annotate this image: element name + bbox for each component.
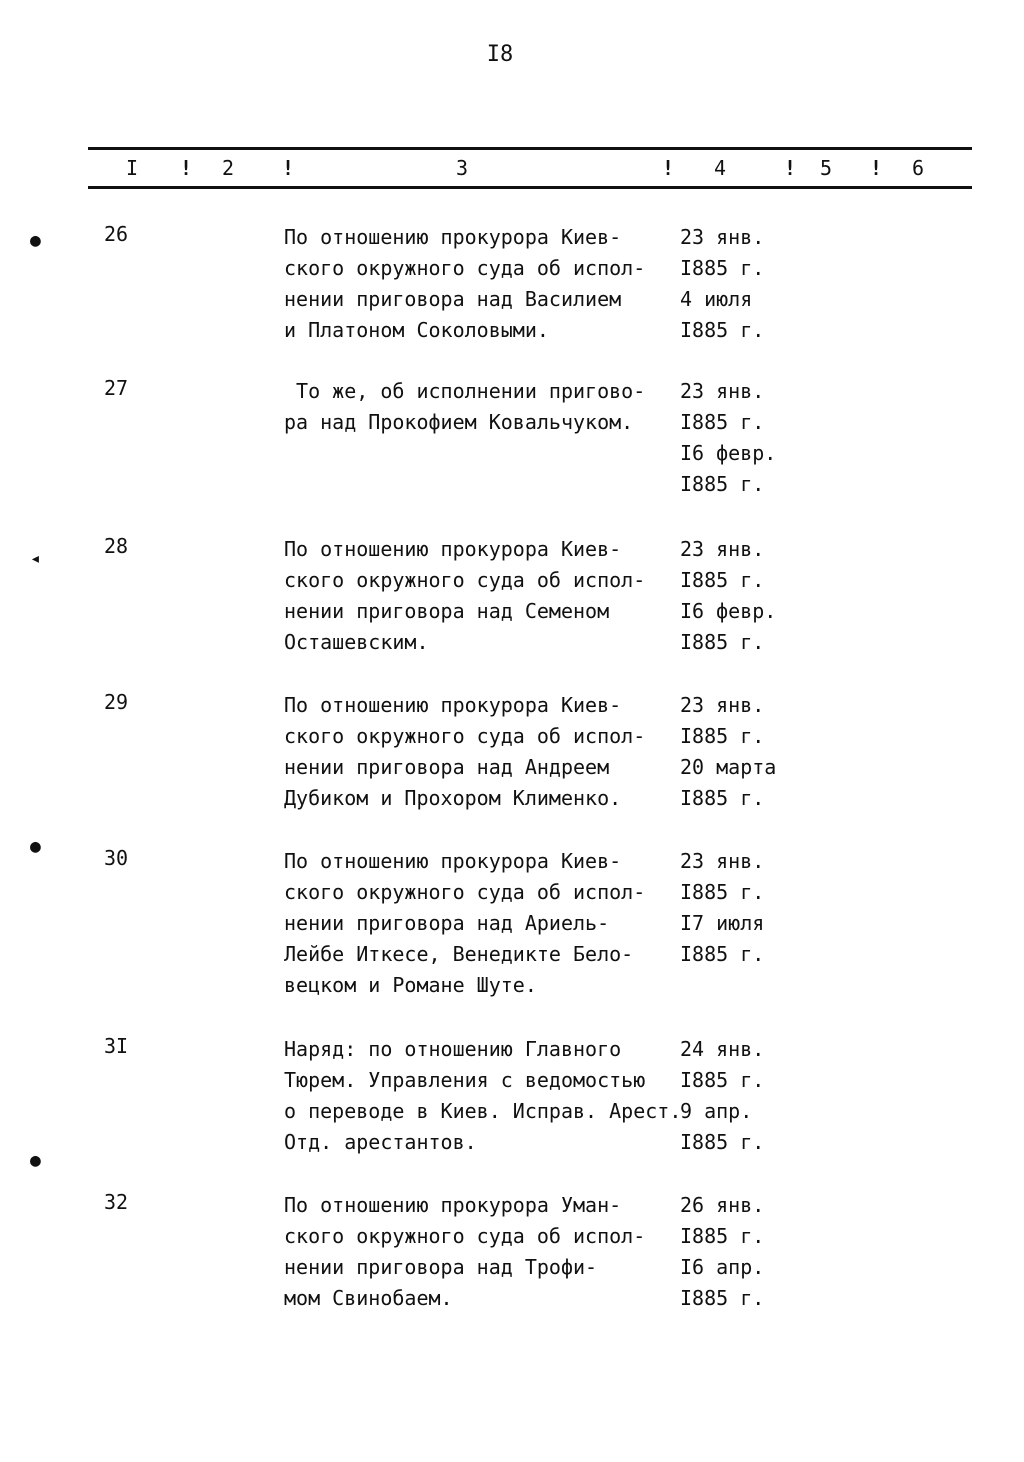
punch-hole-mark: ●: [30, 836, 41, 857]
description-line: нении приговора над Трофи-: [284, 1255, 598, 1279]
entry-number: 29: [104, 690, 129, 714]
date-line: I885 г.: [680, 880, 765, 904]
date-line: I885 г.: [680, 630, 765, 654]
description-line: ского окружного суда об испол-: [284, 568, 646, 592]
entry-description: [284, 1190, 684, 1314]
description-line: ского окружного суда об испол-: [284, 724, 646, 748]
entry-description: [284, 846, 684, 1001]
entry-dates: [680, 1190, 820, 1314]
description-line: нении приговора над Андреем: [284, 755, 610, 779]
date-line: 20 марта: [680, 755, 777, 779]
date-line: 23 янв.: [680, 849, 765, 873]
date-line: 23 янв.: [680, 225, 765, 249]
date-line: I885 г.: [680, 1068, 765, 1092]
header-top-rule: [88, 147, 972, 150]
date-line: I885 г.: [680, 318, 765, 342]
column-header-1: I: [126, 156, 139, 180]
column-separator: !: [282, 156, 295, 180]
date-line: I6 апр.: [680, 1255, 765, 1279]
column-header-5: 5: [820, 156, 833, 180]
date-line: I7 июля: [680, 911, 765, 935]
date-line: 23 янв.: [680, 379, 765, 403]
entry-number: 32: [104, 1190, 129, 1214]
description-line: Дубиком и Прохором Клименко.: [284, 786, 622, 810]
date-line: 24 янв.: [680, 1037, 765, 1061]
column-separator: !: [180, 156, 193, 180]
date-line: I6 февр.: [680, 441, 777, 465]
column-separator: !: [870, 156, 883, 180]
date-line: I885 г.: [680, 568, 765, 592]
header-bottom-rule: [88, 186, 972, 189]
description-line: ского окружного суда об испол-: [284, 880, 646, 904]
description-line: нении приговора над Василием: [284, 287, 622, 311]
description-line: Наряд: по отношению Главного: [284, 1037, 622, 1061]
date-line: I885 г.: [680, 1286, 765, 1310]
description-line: о переводе в Киев. Исправ. Арест.: [284, 1099, 682, 1123]
description-line: По отношению прокурора Уман-: [284, 1193, 622, 1217]
date-line: 23 янв.: [680, 537, 765, 561]
description-line: По отношению прокурора Киев-: [284, 537, 622, 561]
date-line: I885 г.: [680, 472, 765, 496]
description-line: нении приговора над Семеном: [284, 599, 610, 623]
entry-dates: [680, 1034, 820, 1158]
date-line: I885 г.: [680, 724, 765, 748]
column-header-2: 2: [222, 156, 235, 180]
entry-number: 30: [104, 846, 129, 870]
entry-dates: [680, 690, 820, 814]
entry-description: [284, 534, 684, 658]
page-number: I8: [486, 42, 514, 67]
date-line: 23 янв.: [680, 693, 765, 717]
description-line: Лейбе Иткесе, Венедикте Бело-: [284, 942, 634, 966]
entry-number: 3I: [104, 1034, 129, 1058]
description-line: ра над Прокофием Ковальчуком.: [284, 410, 634, 434]
description-line: Отд. арестантов.: [284, 1130, 477, 1154]
description-line: ского окружного суда об испол-: [284, 1224, 646, 1248]
date-line: I885 г.: [680, 942, 765, 966]
entry-number: 27: [104, 376, 129, 400]
description-line: ского окружного суда об испол-: [284, 256, 646, 280]
column-separator: !: [662, 156, 675, 180]
description-line: мом Свинобаем.: [284, 1286, 453, 1310]
description-line: вецком и Романе Шуте.: [284, 973, 537, 997]
description-line: По отношению прокурора Киев-: [284, 225, 622, 249]
date-line: I6 февр.: [680, 599, 777, 623]
date-line: I885 г.: [680, 256, 765, 280]
entry-number: 28: [104, 534, 129, 558]
punch-hole-mark: ◂: [30, 548, 41, 569]
date-line: I885 г.: [680, 786, 765, 810]
entry-dates: [680, 222, 820, 346]
punch-hole-mark: ●: [30, 230, 41, 251]
description-line: Осташевским.: [284, 630, 429, 654]
entry-dates: [680, 376, 820, 500]
entry-description: [284, 1034, 684, 1158]
entry-description: [284, 690, 684, 814]
description-line: По отношению прокурора Киев-: [284, 693, 622, 717]
column-header-6: 6: [912, 156, 925, 180]
description-line: нении приговора над Ариель-: [284, 911, 610, 935]
punch-hole-mark: ●: [30, 1150, 41, 1171]
entry-number: 26: [104, 222, 129, 246]
column-header-3: 3: [456, 156, 469, 180]
entry-description: [284, 222, 684, 346]
date-line: I885 г.: [680, 410, 765, 434]
description-line: и Платоном Соколовыми.: [284, 318, 549, 342]
entry-description: [284, 376, 684, 438]
date-line: 4 июля: [680, 287, 753, 311]
description-line: Тюрем. Управления с ведомостью: [284, 1068, 646, 1092]
description-line: По отношению прокурора Киев-: [284, 849, 622, 873]
entry-dates: [680, 534, 820, 658]
column-separator: !: [784, 156, 797, 180]
date-line: 9 апр.: [680, 1099, 753, 1123]
column-header-4: 4: [714, 156, 727, 180]
date-line: I885 г.: [680, 1224, 765, 1248]
description-line: То же, об исполнении пригово-: [284, 379, 646, 403]
entry-dates: [680, 846, 820, 970]
date-line: I885 г.: [680, 1130, 765, 1154]
date-line: 26 янв.: [680, 1193, 765, 1217]
